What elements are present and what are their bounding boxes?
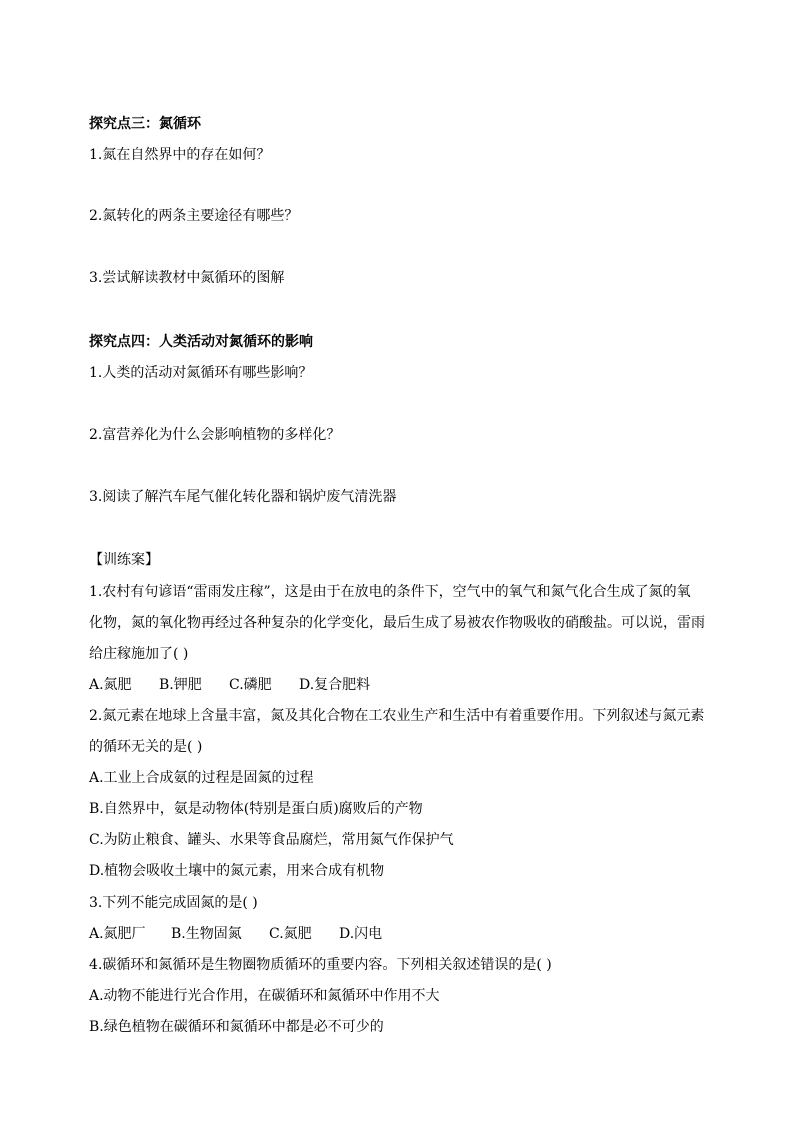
answer-choices	[89, 924, 713, 944]
choice-d: D.闪电	[339, 926, 383, 942]
choice-c: C.为防止粮食、罐头、水果等食品腐烂，常用氮气作保护气	[89, 832, 454, 848]
choice-b: B.生物固氮	[171, 926, 242, 942]
choice-b: B.钾肥	[159, 677, 202, 693]
section-heading-point3: 探究点三：氮循环	[89, 116, 201, 132]
question-text: 3.阅读了解汽车尾气催化转化器和锅炉废气清洗器	[89, 489, 397, 505]
question-text: 3.尝试解读教材中氮循环的图解	[89, 270, 285, 286]
question-text: 3.下列不能完成固氮的是( )	[89, 895, 258, 911]
choice-d: D.植物会吸收土壤中的氮元素，用来合成有机物	[89, 863, 385, 879]
question-text: 1.人类的活动对氮循环有哪些影响？	[89, 365, 313, 381]
question-text: 的循环无关的是( )	[89, 739, 203, 755]
choice-a: A.动物不能进行光合作用，在碳循环和氮循环中作用不大	[89, 988, 440, 1004]
choice-a: A.工业上合成氨的过程是固氮的过程	[89, 770, 314, 786]
choice-b: B.绿色植物在碳循环和氮循环中都是必不可少的	[89, 1019, 384, 1035]
choice-b: B.自然界中，氨是动物体(特别是蛋白质)腐败后的产物	[89, 801, 423, 817]
section-heading-point4: 探究点四：人类活动对氮循环的影响	[89, 334, 313, 350]
question-text: 2.富营养化为什么会影响植物的多样化？	[89, 427, 341, 443]
choice-a: A.氮肥	[89, 677, 132, 693]
question-text: 1.氮在自然界中的存在如何？	[89, 147, 271, 163]
question-text: 4.碳循环和氮循环是生物圈物质循环的重要内容。下列相关叙述错误的是( )	[89, 957, 552, 973]
choice-d: D.复合肥料	[299, 677, 371, 693]
section-heading-training: 【训练案】	[89, 552, 159, 568]
question-text: 2.氮转化的两条主要途径有哪些？	[89, 208, 299, 224]
choice-a: A.氮肥厂	[89, 926, 146, 942]
question-text: 1.农村有句谚语“雷雨发庄稼”，这是由于在放电的条件下，空气中的氧气和氮气化合生成了氮的氧	[89, 584, 691, 600]
choice-c: C.氮肥	[269, 926, 312, 942]
question-text: 给庄稼施加了( )	[89, 646, 189, 662]
question-text: 2.氮元素在地球上含量丰富，氮及其化合物在工农业生产和生活中有着重要作用。下列叙述与氮元素	[89, 708, 705, 724]
question-text: 化物，氮的氧化物再经过各种复杂的化学变化，最后生成了易被农作物吸收的硝酸盐。可以说，雷雨	[89, 615, 705, 631]
choice-c: C.磷肥	[229, 677, 272, 693]
answer-choices	[89, 675, 713, 695]
